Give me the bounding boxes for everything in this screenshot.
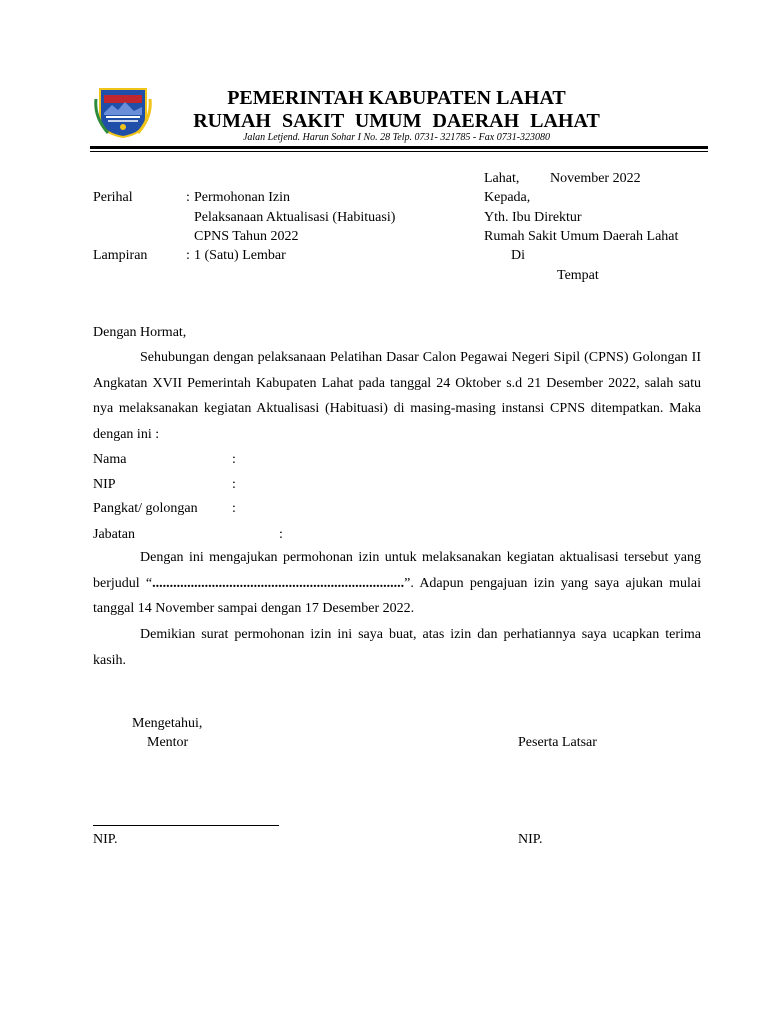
recipient-title: Yth. Ibu Direktur bbox=[484, 210, 582, 225]
perihal-line2: Pelaksanaan Aktualisasi (Habituasi) bbox=[194, 210, 396, 225]
sign-left-title: Mengetahui, bbox=[132, 716, 203, 731]
letterhead-thin-divider bbox=[90, 151, 708, 152]
perihal-label: Perihal bbox=[93, 190, 133, 205]
sign-left-nip: NIP. bbox=[93, 832, 118, 847]
date-month-year: November 2022 bbox=[550, 171, 641, 186]
signature-line bbox=[93, 825, 279, 826]
field-pangkat-label: Pangkat/ golongan bbox=[93, 501, 198, 516]
field-nip-colon: : bbox=[232, 477, 236, 492]
sign-right-role: Peserta Latsar bbox=[518, 735, 597, 750]
field-jabatan-colon: : bbox=[279, 527, 283, 542]
field-nip-label: NIP bbox=[93, 477, 116, 492]
sign-left-role: Mentor bbox=[147, 735, 189, 750]
salutation: Dengan Hormat, bbox=[93, 325, 187, 340]
perihal-line3: CPNS Tahun 2022 bbox=[194, 229, 299, 244]
date-city: Lahat, bbox=[484, 171, 520, 186]
perihal-line1: Permohonan Izin bbox=[194, 190, 291, 205]
field-nama-label: Nama bbox=[93, 452, 127, 467]
paragraph-closing: Demikian surat permohonan izin ini saya buat, atas izin dan perhatiannya saya ucapkan terima kasih. bbox=[93, 627, 701, 668]
title-placeholder-dots: ........................................................................ bbox=[152, 575, 405, 591]
recipient-di: Di bbox=[511, 248, 525, 263]
recipient-institution: Rumah Sakit Umum Daerah Lahat bbox=[484, 229, 679, 244]
paragraph-request bbox=[93, 545, 701, 622]
paragraph-request-part2: ”. Adapun pengajuan izin yang saya ajukan mulai tanggal 14 November sampai dengan 17 Desember 2022. bbox=[93, 575, 701, 616]
recipient-tempat: Tempat bbox=[557, 268, 599, 283]
field-pangkat-colon: : bbox=[232, 501, 236, 516]
sign-right-nip: NIP. bbox=[518, 832, 543, 847]
letterhead-address: Jalan Letjend. Harun Sohar I No. 28 Telp. 0731- 321785 - Fax 0731-323080 bbox=[242, 132, 551, 143]
paragraph-request-part1: Dengan ini mengajukan permohonan izin untuk melaksanakan kegiatan aktualisasi tersebut yang berjudul “ bbox=[93, 550, 701, 591]
lampiran-value: 1 (Satu) Lembar bbox=[194, 248, 286, 263]
field-jabatan-label: Jabatan bbox=[93, 527, 135, 542]
perihal-colon: : bbox=[186, 190, 190, 205]
lampiran-colon: : bbox=[186, 248, 190, 263]
letterhead-hospital: RUMAH SAKIT UMUM DAERAH LAHAT bbox=[193, 110, 600, 132]
recipient-kepada: Kepada, bbox=[484, 190, 531, 205]
lampiran-label: Lampiran bbox=[93, 248, 148, 263]
field-nama-colon: : bbox=[232, 452, 236, 467]
letterhead-thick-divider bbox=[90, 146, 708, 149]
letterhead-government: PEMERINTAH KABUPATEN LAHAT bbox=[227, 87, 566, 109]
paragraph-intro: Sehubungan dengan pelaksanaan Pelatihan Dasar Calon Pegawai Negeri Sipil (CPNS) Golongan II Angkatan XVII Pemerintah Kabupaten Lahat pada tanggal 24 Oktober s.d 21 Desember 2022, salah satu nya melaksanakan kegiatan Aktualisasi (Habituasi) di masing-masing instansi CPNS ditempatkan. Maka dengan ini : bbox=[93, 350, 701, 442]
